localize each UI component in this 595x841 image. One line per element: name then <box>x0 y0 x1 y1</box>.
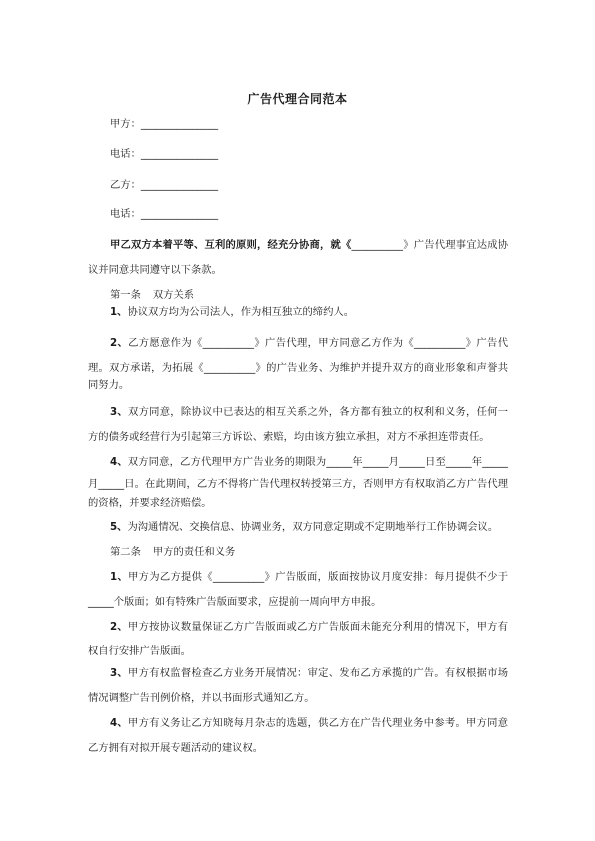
clause-number: 5、 <box>110 521 128 533</box>
clause-text: 为沟通情况、交换信息、协调业务，双方同意定期或不定期地举行工作协调会议。 <box>127 521 499 533</box>
paragraph-line <box>110 238 508 252</box>
clause-number: 3、 <box>110 406 128 418</box>
clause-text: 乙方愿意作为《__________》广告代理，甲方同意乙方作为《__________》广告代 <box>128 337 508 349</box>
clause-line <box>110 405 508 419</box>
clause-text: 甲方有权监督检查乙方业务开展情况：审定、发布乙方承揽的广告。有权根据市场 <box>128 667 508 679</box>
clause-line: 的资格，并要求经济赔偿。 <box>88 497 212 509</box>
clause-line <box>110 336 508 350</box>
article-number: 第一条 <box>110 289 141 301</box>
paragraph-line: 议并同意共同遵守以下条款。 <box>88 264 222 276</box>
clause-text: 协议双方均为公司法人，作为相互独立的缔约人。 <box>127 306 354 318</box>
clause-text: 甲方有义务让乙方知晓每月杂志的选题，供乙方在广告代理业务中参考。甲方同意 <box>128 717 508 729</box>
clause-line: 情况调整广告刊例价格，并以书面形式通知乙方。 <box>88 692 315 704</box>
party-b-line <box>110 178 218 192</box>
fill-blank: _______________ <box>140 208 219 220</box>
clause-number: 3、 <box>110 667 128 679</box>
clause-line <box>110 570 508 584</box>
clause-text: 双方同意，除协议中已表达的相互关系之外，各方都有独立的权利和义务，任何一 <box>128 406 508 418</box>
article-number: 第二条 <box>110 546 141 558</box>
party-b-phone-line <box>110 207 218 221</box>
clause-line: 方的债务或经营行为引起第三方诉讼、索赔，均由该方独立承担，对方不承担连带责任。 <box>88 431 490 443</box>
fill-blank: _______________ <box>140 148 219 160</box>
clause-line <box>110 620 508 634</box>
clause-number: 4、 <box>110 717 128 729</box>
clause-line <box>110 520 508 534</box>
clause-number: 2、 <box>110 621 128 633</box>
party-label: 电话： <box>110 148 141 160</box>
fill-blank: _______________ <box>140 118 219 130</box>
clause-number: 4、 <box>110 456 128 468</box>
article-heading <box>110 545 235 559</box>
party-a-phone-line <box>110 147 218 161</box>
party-label: 甲方： <box>110 118 141 130</box>
clause-line: 月_____日。在此期间，乙方不得将广告代理权转授第三方，否则甲方有权取消乙方广告代理 <box>88 478 508 490</box>
party-a-line <box>110 117 218 131</box>
clause-line: _____个版面；如有特殊广告版面要求，应提前一周向甲方申报。 <box>88 596 382 608</box>
clause-line <box>110 666 508 680</box>
preamble-text: __________》广告代理事宜达成协 <box>351 239 509 251</box>
article-title: 双方关系 <box>152 289 195 301</box>
party-label: 电话： <box>110 208 141 220</box>
article-title: 甲方的责任和义务 <box>152 546 236 558</box>
clause-number: 1、 <box>110 571 129 583</box>
clause-line <box>110 716 508 730</box>
document-title: 广告代理合同范本 <box>247 92 348 106</box>
fill-blank: _______________ <box>140 179 219 191</box>
clause-line <box>110 455 508 469</box>
article-heading <box>110 288 194 302</box>
preamble-bold-text: 甲乙双方本着平等、互利的原则，经充分协商，就《 <box>110 239 352 251</box>
clause-line <box>110 305 508 319</box>
clause-line: 权自行安排广告版面。 <box>88 645 191 657</box>
clause-text: 甲方按协议数量保证乙方广告版面或乙方广告版面未能充分利用的情况下，甲方有 <box>128 621 508 633</box>
clause-line: 同努力。 <box>88 379 130 391</box>
clause-line: 理。双方承诺，为拓展《__________》的广告业务、为维护并提升双方的商业形象和声誉共 <box>88 362 508 374</box>
clause-text: 双方同意，乙方代理甲方广告业务的期限为_____年_____月_____日至_____年_____ <box>127 456 508 468</box>
clause-number: 1、 <box>110 306 128 318</box>
clause-number: 2、 <box>110 337 129 349</box>
party-label: 乙方： <box>110 179 141 191</box>
clause-text: 甲方为乙方提供《__________》广告版面，版面按协议月度安排：每月提供不少于 <box>128 571 508 583</box>
clause-line: 乙方拥有对拟开展专题活动的建议权。 <box>88 742 264 754</box>
